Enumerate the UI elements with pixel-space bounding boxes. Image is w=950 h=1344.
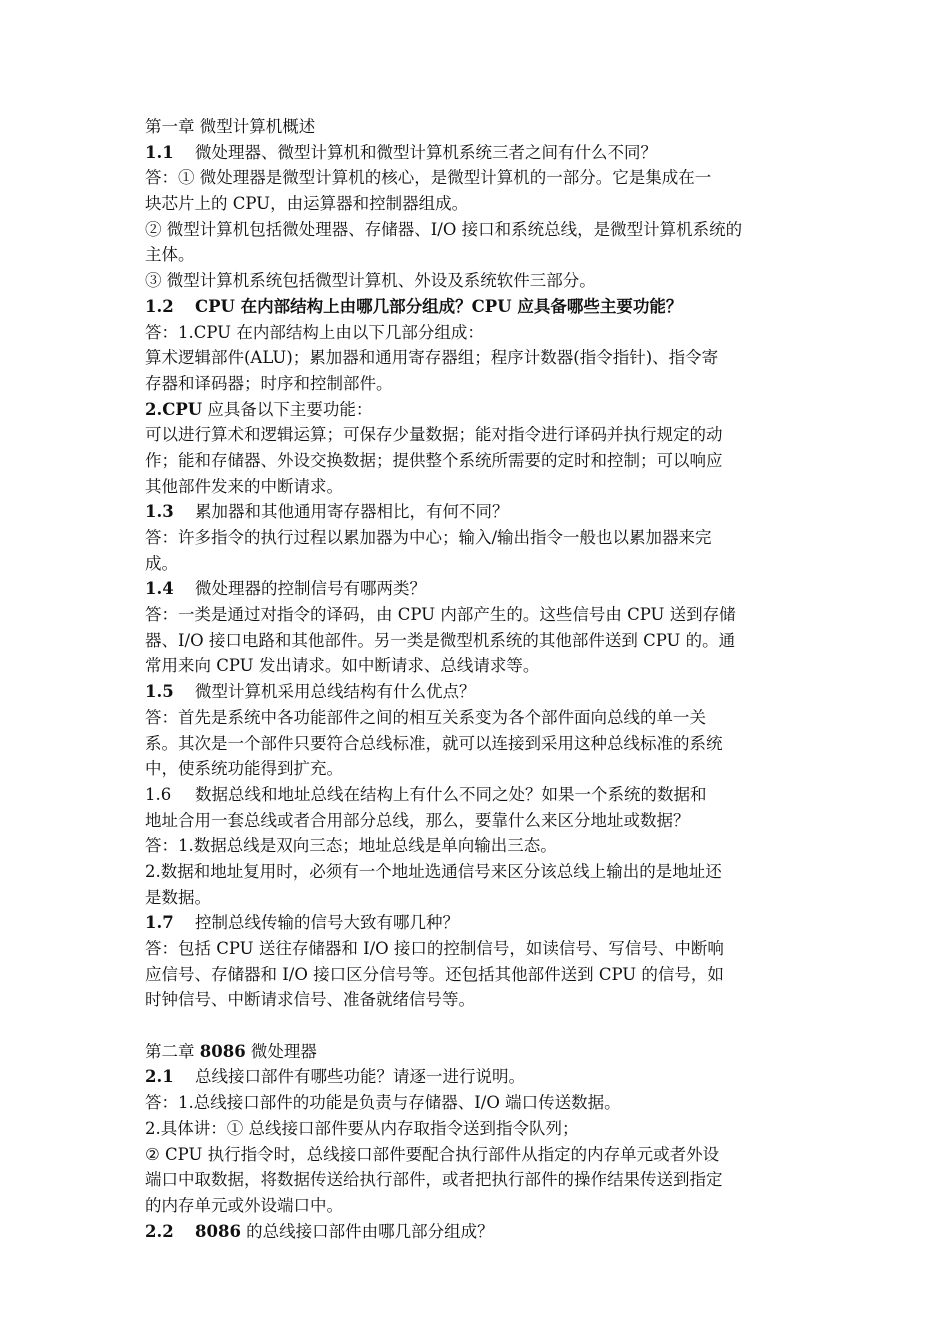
answer-line: ③ 微型计算机系统包括微型计算机、外设及系统软件三部分。 <box>145 271 596 291</box>
answer-line: 的内存单元或外设端口中。 <box>145 1195 343 1215</box>
chapter-2-title <box>145 1039 825 1065</box>
question-text-bold: 8086 <box>195 1221 241 1241</box>
answer-line: 答：一类是通过对指令的译码，由 CPU 内部产生的。这些信号由 CPU 送到存储 <box>145 605 736 625</box>
question-1-4 <box>145 576 825 602</box>
answer-line: 系。其次是一个部件只要符合总线标准，就可以连接到采用这种总线标准的系统 <box>145 733 723 753</box>
answer-line: ② 微型计算机包括微处理器、存储器、I/O 接口和系统总线，是微型计算机系统的 <box>145 219 743 239</box>
answer-line: 端口中取数据，将数据传送给执行部件，或者把执行部件的操作结果传送到指定 <box>145 1170 723 1190</box>
answer-line: 2.数据和地址复用时，必须有一个地址选通信号来区分该总线上输出的是地址还 <box>145 861 722 881</box>
answer-line: ② CPU 执行指令时，总线接口部件要配合执行部件从指定的内存单元或者外设 <box>145 1144 720 1164</box>
question-text: 的总线接口部件由哪几部分组成？ <box>240 1221 494 1241</box>
question-number: 1.1 <box>145 142 174 162</box>
question-text: 微处理器的控制信号有哪两类？ <box>195 579 426 599</box>
answer-line: 答：1.总线接口部件的功能是负责与存储器、I/O 端口传送数据。 <box>145 1093 621 1113</box>
question-text: 控制总线传输的信号大致有哪几种？ <box>195 913 459 933</box>
question-text-continued: 地址合用一套总线或者合用部分总线，那么，要靠什么来区分地址或数据？ <box>145 810 690 830</box>
chapter-1-title: 第一章 微型计算机概述 <box>145 117 316 136</box>
answer-line: 成。 <box>145 553 178 573</box>
question-number: 1.2 <box>145 296 174 316</box>
answer-line: 可以进行算术和逻辑运算；可保存少量数据；能对指令进行译码并执行规定的动 <box>145 425 723 445</box>
question-2-2 <box>145 1219 825 1245</box>
answer-line: 答：许多指令的执行过程以累加器为中心；输入/输出指令一般也以累加器来完 <box>145 528 712 547</box>
question-text: 数据总线和地址总线在结构上有什么不同之处？如果一个系统的数据和 <box>195 784 707 804</box>
answer-line: 存器和译码器；时序和控制部件。 <box>145 373 393 393</box>
answer-line: 答：1.CPU 在内部结构上由以下几部分组成： <box>145 322 484 342</box>
question-2-1 <box>145 1064 825 1090</box>
question-text: 累加器和其他通用寄存器相比，有何不同？ <box>195 502 509 522</box>
question-number: 2.2 <box>145 1221 174 1241</box>
answer-line: 时钟信号、中断请求信号、准备就绪信号等。 <box>145 990 475 1010</box>
answer-line: 常用来向 CPU 发出请求。如中断请求、总线请求等。 <box>145 656 540 676</box>
document-page <box>145 114 825 1244</box>
question-1-6 <box>145 782 825 808</box>
answer-line: 答：1.数据总线是双向三态；地址总线是单向输出三态。 <box>145 836 557 856</box>
chapter-title-prefix: 第二章 <box>145 1041 200 1061</box>
question-text: CPU 在内部结构上由哪几部分组成？CPU 应具备哪些主要功能？ <box>195 296 683 316</box>
question-number: 1.3 <box>145 502 174 522</box>
chapter-title-suffix: 微处理器 <box>245 1041 317 1061</box>
question-1-7 <box>145 910 825 936</box>
answer-line: 其他部件发来的中断请求。 <box>145 476 343 496</box>
subheading-bold: 2.CPU <box>145 399 203 419</box>
section-gap <box>145 1013 825 1039</box>
answer-line: 主体。 <box>145 245 195 265</box>
question-1-2 <box>145 294 825 320</box>
question-text: 微处理器、微型计算机和微型计算机系统三者之间有什么不同？ <box>195 142 657 162</box>
question-1-5 <box>145 679 825 705</box>
question-number: 1.5 <box>145 682 174 702</box>
question-1-1 <box>145 140 825 166</box>
answer-line: 块芯片上的 CPU，由运算器和控制器组成。 <box>145 194 469 214</box>
answer-line: 答：① 微处理器是微型计算机的核心，是微型计算机的一部分。它是集成在一 <box>145 168 712 188</box>
question-text: 微型计算机采用总线结构有什么优点？ <box>195 682 476 702</box>
subheading-text: 应具备以下主要功能： <box>202 399 373 419</box>
answer-line: 算术逻辑部件(ALU)；累加器和通用寄存器组；程序计数器(指令指针)、指令寄 <box>145 348 719 368</box>
answer-line: 是数据。 <box>145 887 211 907</box>
answer-line: 应信号、存储器和 I/O 接口区分信号等。还包括其他部件送到 CPU 的信号，如 <box>145 964 724 984</box>
answer-line: 2.具体讲：① 总线接口部件要从内存取指令送到指令队列； <box>145 1118 579 1138</box>
answer-subheading <box>145 397 825 423</box>
question-number: 1.7 <box>145 913 174 933</box>
question-number: 1.4 <box>145 579 174 599</box>
question-number: 1.6 <box>145 784 172 804</box>
answer-line: 器、I/O 接口电路和其他部件。另一类是微型机系统的其他部件送到 CPU 的。通 <box>145 630 736 650</box>
chapter-title-bold: 8086 <box>199 1041 246 1061</box>
answer-line: 答：首先是系统中各功能部件之间的相互关系变为各个部件面向总线的单一关 <box>145 707 706 727</box>
question-number: 2.1 <box>145 1067 174 1087</box>
answer-line: 中，使系统功能得到扩充。 <box>145 759 343 779</box>
answer-line: 答：包括 CPU 送往存储器和 I/O 接口的控制信号，如读信号、写信号、中断响 <box>145 939 724 958</box>
answer-line: 作；能和存储器、外设交换数据；提供整个系统所需要的定时和控制；可以响应 <box>145 450 723 470</box>
question-text: 总线接口部件有哪些功能？请逐一进行说明。 <box>195 1067 525 1087</box>
question-1-3 <box>145 499 825 525</box>
